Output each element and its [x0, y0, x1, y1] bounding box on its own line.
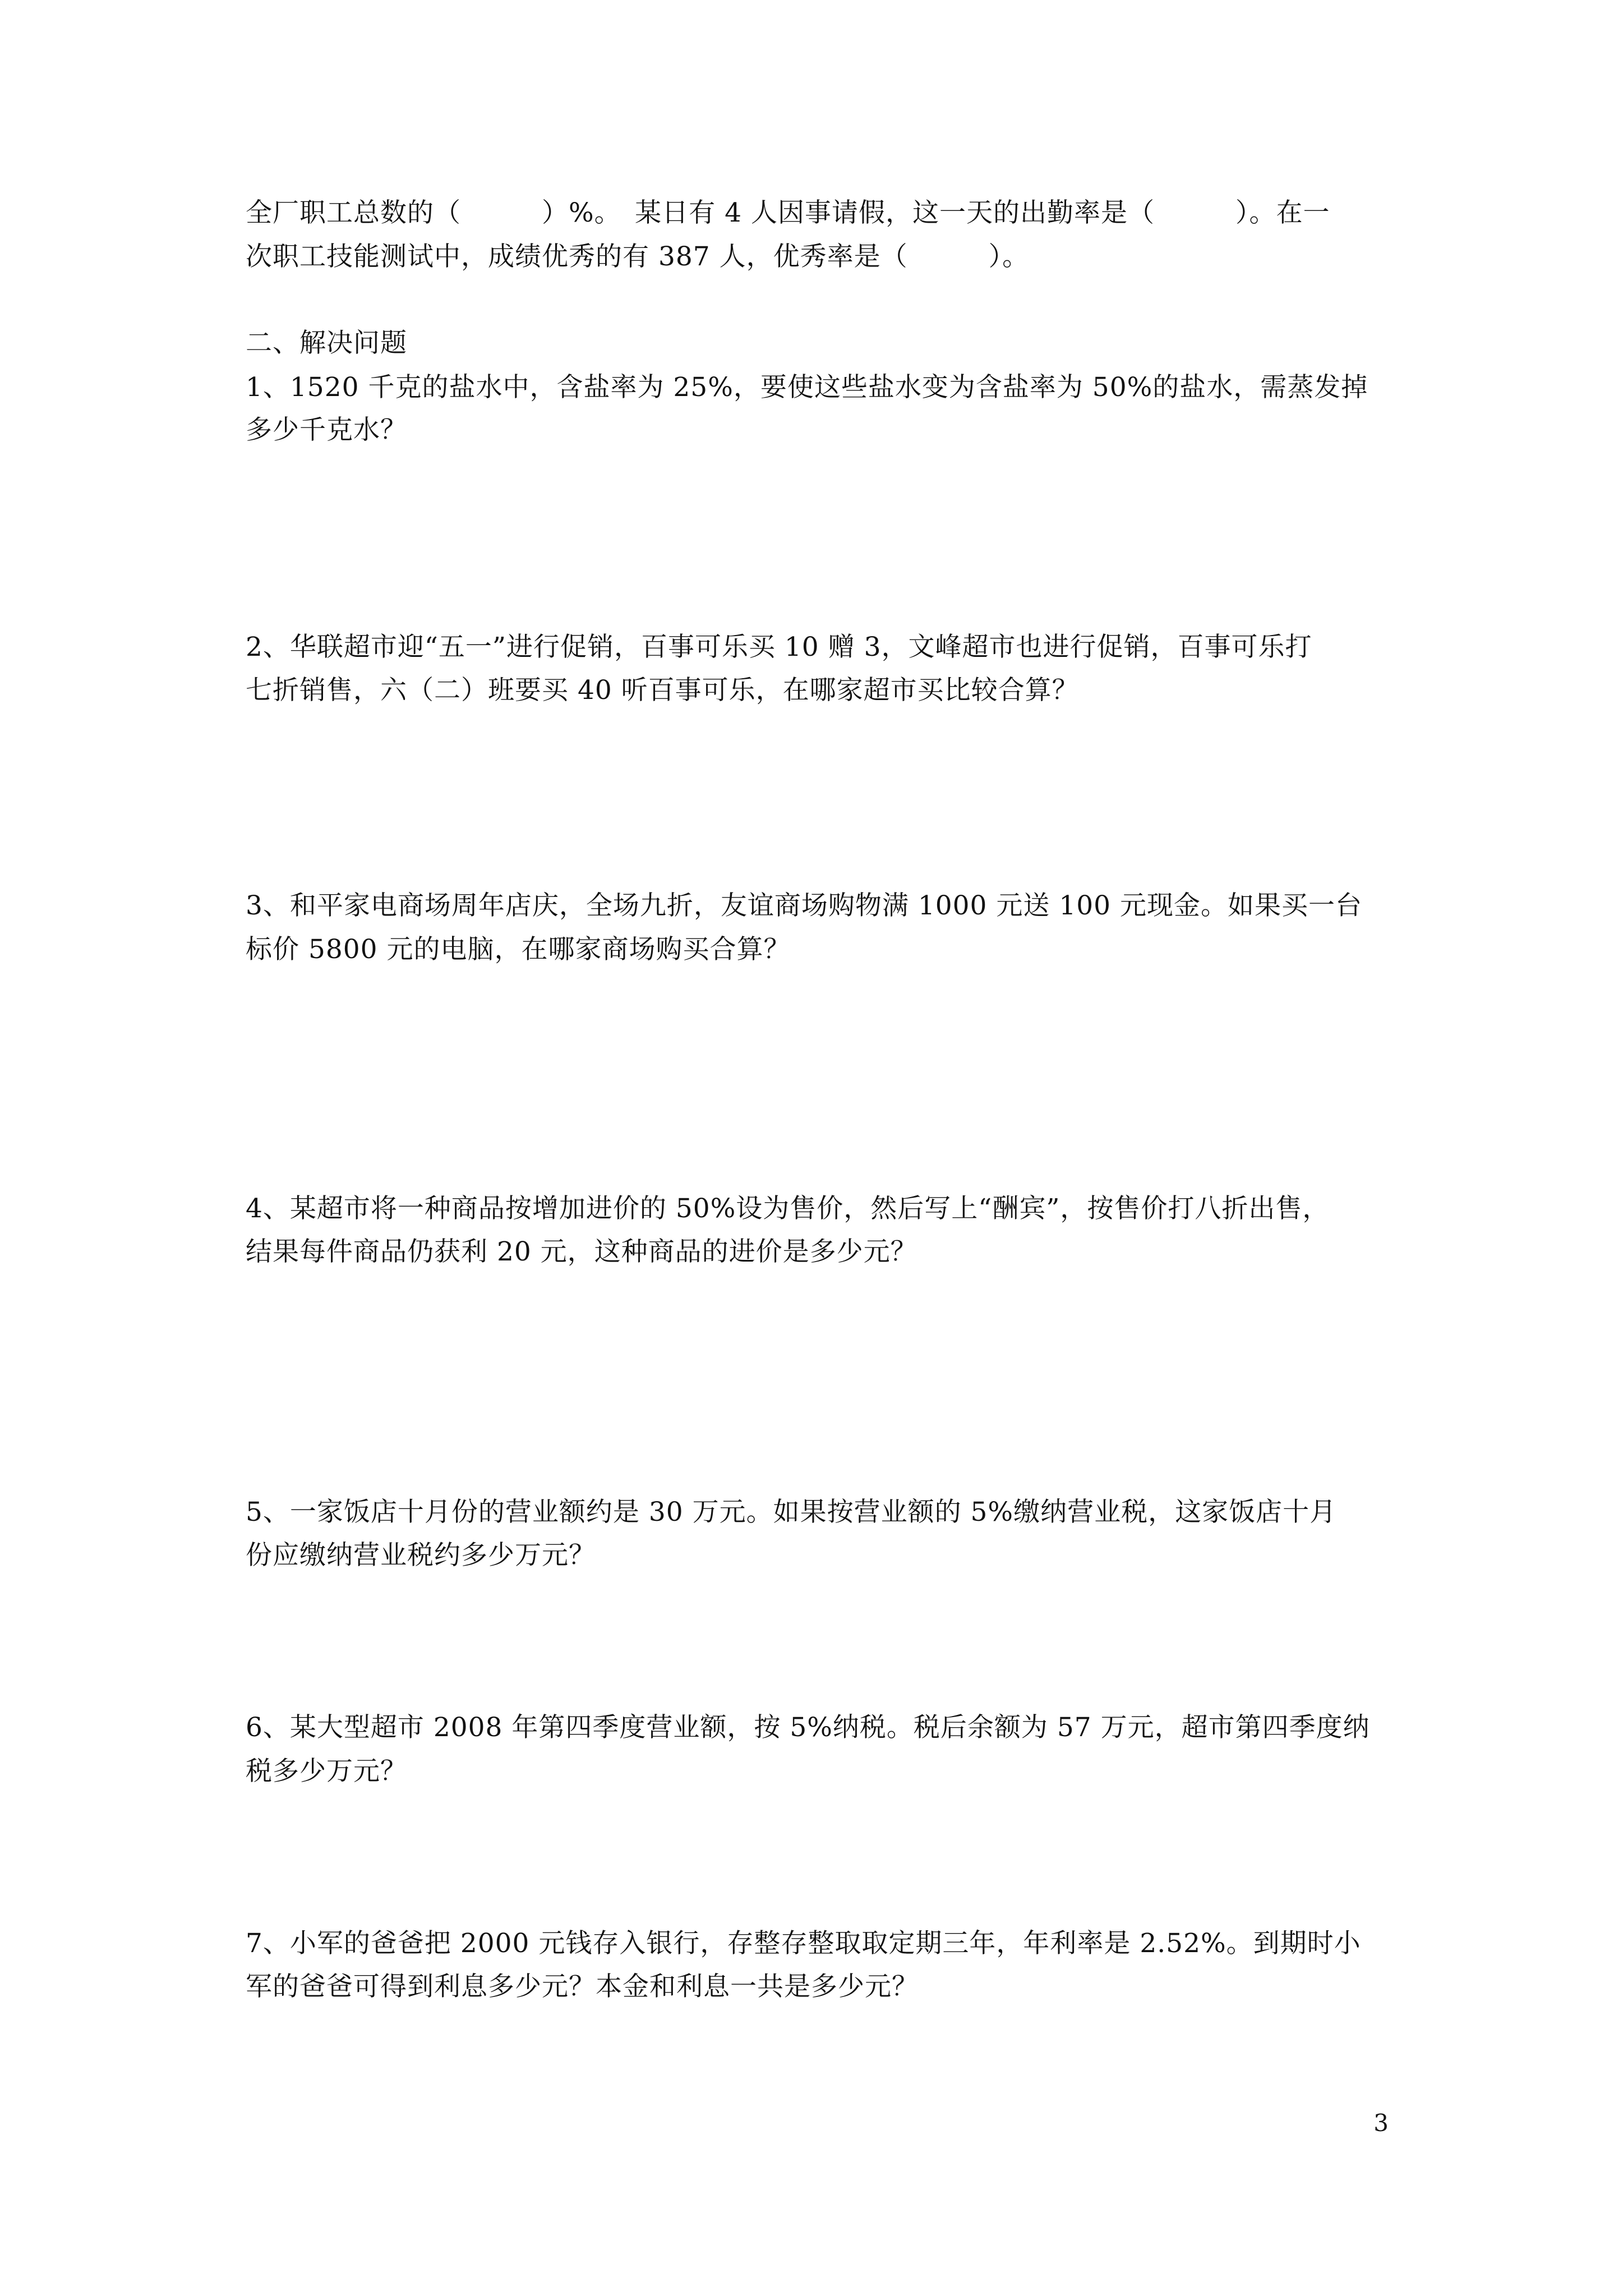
question-4-line-1: 4、某超市将一种商品按增加进价的 50%设为售价，然后写上“酬宾”，按售价打八折出售，: [246, 1193, 1330, 1224]
question-3-line-1: 3、和平家电商场周年店庆，全场九折，友谊商场购物满 1000 元送 100 元现金。如果买一台: [246, 890, 1362, 921]
question-5-line-1: 5、一家饭店十月份的营业额约是 30 万元。如果按营业额的 5%缴纳营业税，这家饭店十月: [246, 1497, 1337, 1527]
page-number: 3: [1373, 2109, 1389, 2137]
question-6-line-2: 税多少万元？: [246, 1756, 407, 1787]
question-5-line-2: 份应缴纳营业税约多少万元？: [246, 1540, 596, 1571]
question-2-line-1: 2、华联超市迎“五一”进行促销，百事可乐买 10 赠 3，文峰超市也进行促销，百事可乐打: [246, 632, 1312, 662]
intro-line-2: 次职工技能测试中，成绩优秀的有 387 人，优秀率是（ ）。: [246, 241, 1030, 272]
question-7-line-2: 军的爸爸可得到利息多少元？本金和利息一共是多少元？: [246, 1971, 919, 2002]
question-7-line-1: 7、小军的爸爸把 2000 元钱存入银行，存整存整取取定期三年，年利率是 2.52%。到期时小: [246, 1928, 1361, 1959]
question-1-line-1: 1、1520 千克的盐水中，含盐率为 25%，要使这些盐水变为含盐率为 50%的盐水，需蒸发掉: [246, 372, 1368, 403]
question-2-line-2: 七折销售，六（二）班要买 40 听百事可乐，在哪家超市买比较合算？: [246, 675, 1079, 706]
question-6-line-1: 6、某大型超市 2008 年第四季度营业额，按 5%纳税。税后余额为 57 万元，超市第四季度纳: [246, 1712, 1370, 1743]
question-4-line-2: 结果每件商品仍获利 20 元，这种商品的进价是多少元？: [246, 1236, 917, 1267]
section-title: 二、解决问题: [246, 328, 407, 358]
question-3-line-2: 标价 5800 元的电脑，在哪家商场购买合算？: [246, 934, 791, 965]
question-1-line-2: 多少千克水？: [246, 415, 407, 445]
intro-line-1: 全厂职工总数的（ ）%。 某日有 4 人因事请假，这一天的出勤率是（ ）。在一: [246, 197, 1330, 228]
